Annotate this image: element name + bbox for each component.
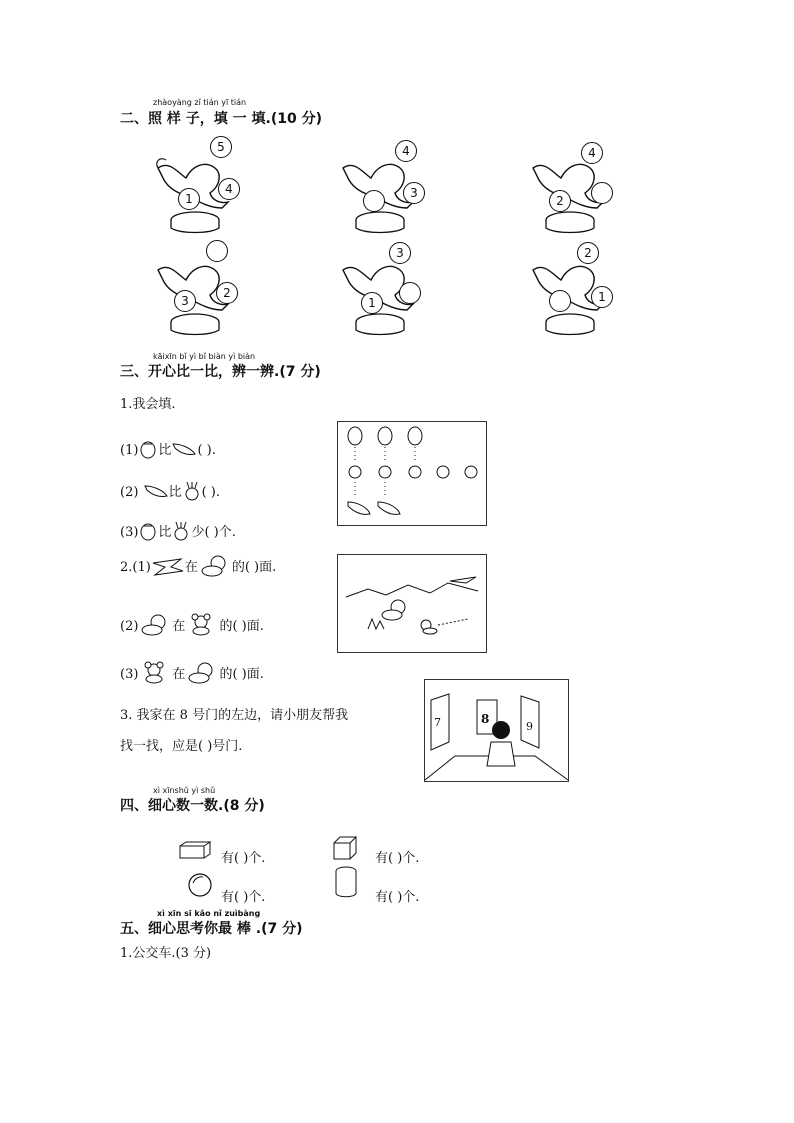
seal-4 — [150, 240, 240, 340]
cylinder-count: 有( )个. — [375, 890, 420, 905]
sphere-row — [188, 873, 214, 903]
q2-a-end: 的( )面. — [231, 560, 277, 575]
vegetable-picture — [337, 421, 487, 526]
radish-icon — [182, 480, 202, 502]
q1-row-a — [120, 438, 216, 460]
section5-pinyin: xì xīn sī kǎo nǐ zuìbàng — [157, 909, 261, 918]
q2-a-mid: 在 — [184, 560, 198, 575]
radish-icon — [171, 520, 191, 542]
vegetable-drawing — [338, 422, 486, 525]
q3-line1: 3. 我家在 8 号门的左边，请小朋友帮我 — [120, 708, 349, 723]
peanut-icon — [138, 520, 158, 542]
cuboid-row — [178, 840, 212, 864]
q1-b-end: ( ). — [201, 485, 220, 500]
seal-left-ball: 2 — [549, 190, 571, 212]
seal-right-ball: 3 — [403, 182, 425, 204]
q1-a-end: ( ). — [197, 443, 216, 458]
dog-icon — [198, 553, 232, 577]
seal-left-ball — [549, 290, 571, 312]
sphere-icon — [188, 873, 214, 899]
peanut-icon — [138, 438, 158, 460]
cuboid-count: 有( )个. — [221, 851, 266, 866]
eggplant-icon — [171, 438, 197, 458]
section4-heading: 四、细心数一数.(8 分) — [120, 798, 265, 814]
cube-count: 有( )个. — [375, 851, 420, 866]
q2-b-mid: 在 — [172, 619, 186, 634]
mouse-icon — [185, 612, 219, 636]
q1-a-mid: 比 — [158, 443, 172, 458]
q1-b-mid: 比 — [168, 485, 182, 500]
door-7-label: 7 — [434, 716, 441, 729]
dog-icon — [138, 612, 172, 636]
cuboid-icon — [178, 840, 212, 860]
seal-top-ball: 2 — [577, 242, 599, 264]
q3-line2: 找一找，应是( )号门. — [120, 739, 243, 754]
seal-3 — [525, 138, 615, 238]
seal-right-ball — [591, 182, 613, 204]
q1-title: 1.我会填. — [120, 397, 176, 412]
sphere-count: 有( )个. — [221, 890, 266, 905]
q2-row-c — [120, 660, 264, 684]
seal-grid — [140, 130, 640, 340]
q1-row-b — [120, 480, 220, 502]
seal-5 — [335, 240, 425, 340]
cube-icon — [332, 835, 358, 861]
q2-row-b — [120, 612, 264, 636]
animal-scene-drawing — [338, 555, 486, 652]
section2-heading: 二、照 样 子，填 一 填.(10 分) — [120, 111, 322, 127]
seal-left-ball: 3 — [174, 290, 196, 312]
q1-c-num: (3) — [120, 525, 139, 540]
cube-row — [332, 835, 358, 865]
seal-6 — [525, 240, 615, 340]
doors-picture — [424, 679, 569, 782]
q1-row-c — [120, 520, 236, 542]
seal-right-ball: 4 — [218, 178, 240, 200]
q2-b-end: 的( )面. — [219, 619, 264, 634]
doors-drawing — [425, 680, 568, 781]
seal-top-ball: 4 — [581, 142, 603, 164]
section2-pinyin: zhàoyàng zǐ tián yī tián — [153, 98, 247, 107]
cylinder-icon — [334, 866, 360, 900]
q1-a-num: (1) — [120, 443, 139, 458]
q1-c-mid: 比 — [158, 525, 172, 540]
section3-pinyin: kāixīn bǐ yì bǐ biàn yì biàn — [153, 352, 256, 361]
seal-1 — [150, 138, 240, 238]
mouse-icon — [138, 660, 172, 684]
q1-b-num: (2) — [120, 485, 139, 500]
q2-row-a — [120, 553, 276, 577]
seal-top-ball: 5 — [210, 136, 232, 158]
cylinder-row — [334, 866, 360, 904]
section4-pinyin: xì xīnshǔ yì shǔ — [153, 786, 216, 795]
section5-heading: 五、细心思考你最 棒 .(7 分) — [120, 921, 303, 937]
seal-right-ball — [399, 282, 421, 304]
seal-top-ball: 4 — [395, 140, 417, 162]
door-9-label: 9 — [526, 720, 533, 733]
seal-left-ball: 1 — [178, 188, 200, 210]
section3-heading: 三、开心比一比，辨一辨.(7 分) — [120, 364, 321, 380]
q2-b-num: (2) — [120, 619, 139, 634]
section5-q1: 1.公交车.(3 分) — [120, 946, 212, 961]
q2-c-end: 的( )面. — [219, 667, 264, 682]
q1-c-end: 少( )个. — [191, 525, 236, 540]
q2-c-mid: 在 — [172, 667, 186, 682]
seal-top-ball: 3 — [389, 242, 411, 264]
eggplant-icon — [143, 480, 169, 500]
seal-right-ball: 2 — [216, 282, 238, 304]
seal-2 — [335, 138, 425, 238]
q2-c-num: (3) — [120, 667, 139, 682]
seal-right-ball: 1 — [591, 286, 613, 308]
dog-icon — [185, 660, 219, 684]
seal-left-ball: 1 — [361, 292, 383, 314]
q2-a-num: 2.(1) — [120, 560, 151, 575]
animal-scene-picture — [337, 554, 487, 653]
bird-icon — [151, 555, 185, 577]
seal-top-ball — [206, 240, 228, 262]
door-8-label: 8 — [481, 712, 490, 726]
seal-left-ball — [363, 190, 385, 212]
